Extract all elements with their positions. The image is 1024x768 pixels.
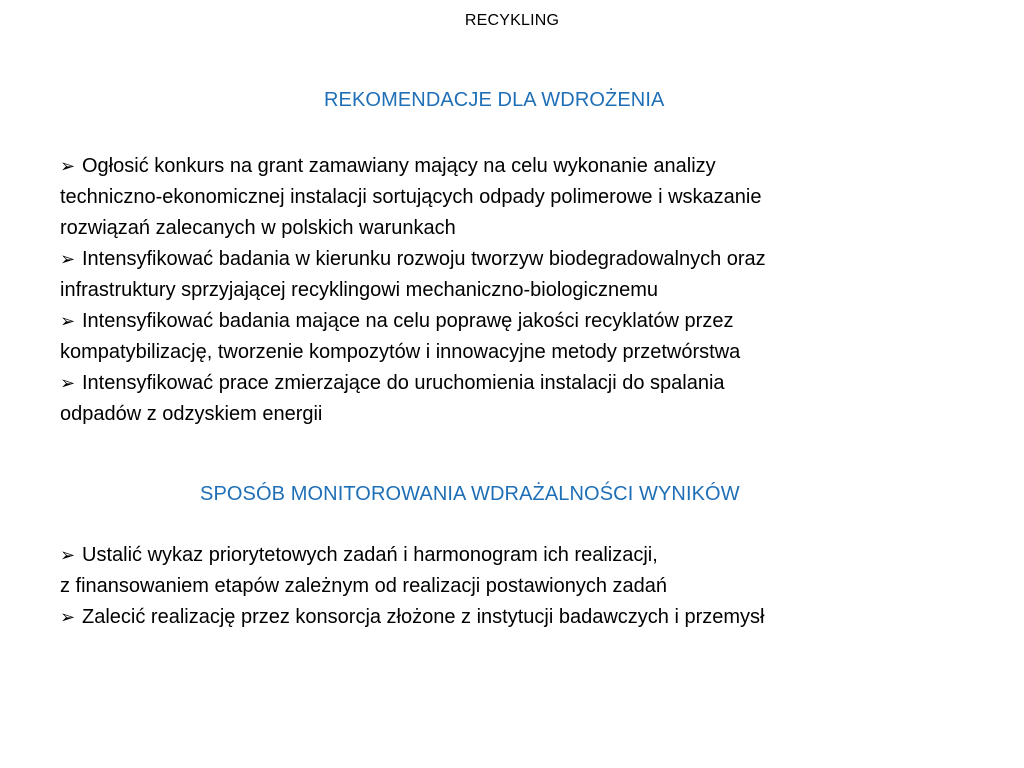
arrow-bullet-icon: ➢ <box>60 311 76 331</box>
arrow-bullet-icon: ➢ <box>60 249 76 269</box>
slide-header-title: RECYKLING <box>464 12 560 29</box>
list-item <box>60 368 1000 430</box>
arrow-bullet-icon: ➢ <box>60 156 76 176</box>
list-item-text: Intensyfikować badania mające na celu poprawę jakości recyklatów przez kompatybilizację, tworzenie kompozytów i innowacyjne metody przetwórstwa <box>60 310 741 363</box>
list-item-text: Intensyfikować prace zmierzające do uruchomienia instalacji do spalania odpadów z odzyskiem energii <box>60 372 725 425</box>
list-item <box>60 602 1000 633</box>
list-item-text: Intensyfikować badania w kierunku rozwoju tworzyw biodegradowalnych oraz infrastruktury sprzyjającej recyklingowi mechaniczno-biologicznemu <box>60 248 766 301</box>
list-item-text: Ogłosić konkurs na grant zamawiany mający na celu wykonanie analizy techniczno-ekonomicznej instalacji sortujących odpady polimerowe i wskazanie rozwiązań zalecanych w polskich warunkach <box>60 155 762 239</box>
monitoring-list <box>60 540 1000 633</box>
list-item <box>60 540 1000 602</box>
monitoring-title: SPOSÓB MONITOROWANIA WDRAŻALNOŚCI WYNIKÓW <box>200 483 740 505</box>
list-item-text: Zalecić realizację przez konsorcja złożone z instytucji badawczych i przemysł <box>82 606 765 628</box>
arrow-bullet-icon: ➢ <box>60 607 76 627</box>
list-item-text: Ustalić wykaz priorytetowych zadań i harmonogram ich realizacji, z finansowaniem etapów zależnym od realizacji postawionych zadań <box>60 544 667 597</box>
recommendations-list <box>60 151 1000 430</box>
recommendations-title: REKOMENDACJE DLA WDROŻENIA <box>324 89 665 111</box>
arrow-bullet-icon: ➢ <box>60 373 76 393</box>
arrow-bullet-icon: ➢ <box>60 545 76 565</box>
list-item <box>60 151 1000 244</box>
list-item <box>60 306 1000 368</box>
list-item <box>60 244 1000 306</box>
